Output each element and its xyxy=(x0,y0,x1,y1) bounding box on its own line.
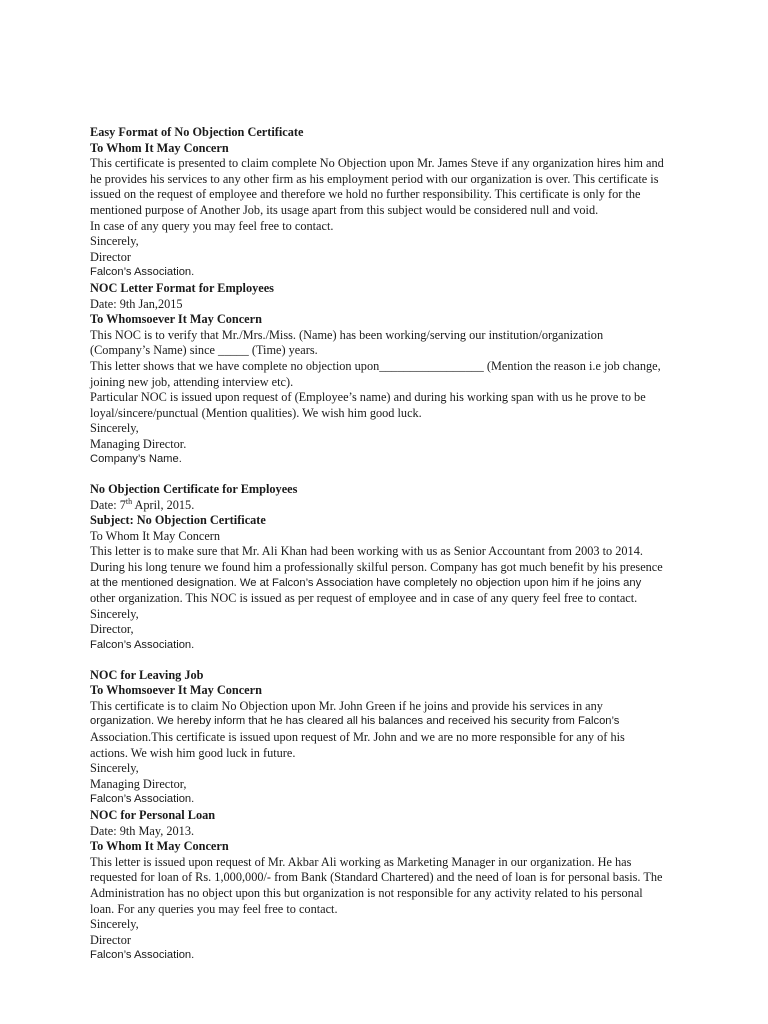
closing: Sincerely, xyxy=(90,917,139,932)
body-line: organization. We hereby inform that he has cleared all his balances and received his security from Falcon’s xyxy=(90,715,620,728)
salutation: To Whom It May Concern xyxy=(90,528,221,543)
signatory: Managing Director. xyxy=(90,436,187,451)
salutation: To Whomsoever It May Concern xyxy=(90,683,262,698)
body-line: This letter shows that we have complete no objection upon_________________ (Mention the reason i.e job change, xyxy=(90,358,661,373)
signatory: Managing Director, xyxy=(90,776,187,791)
body-line: Administration has no object upon this but organization is not responsible for any activity related to his personal xyxy=(90,885,643,900)
body-line: actions. We wish him good luck in future. xyxy=(90,745,296,760)
section-noc-personal-loan xyxy=(90,808,690,964)
body-line: at the mentioned designation. We at Falcon’s Association have completely no objection upon him if he joins any xyxy=(90,576,642,589)
body-line: This letter is issued upon request of Mr. Akbar Ali working as Marketing Manager in our organization. He has xyxy=(90,854,632,869)
closing: Sincerely, xyxy=(90,421,139,436)
body-line: joining new job, attending interview etc). xyxy=(90,374,294,389)
body-line: During his long tenure we found him a professionally skilful person. Company has got much benefit by his presence xyxy=(90,560,663,575)
body-line: This NOC is to verify that Mr./Mrs./Miss. (Name) has been working/serving our institution/organization xyxy=(90,327,604,342)
closing: Sincerely, xyxy=(90,234,139,249)
section-heading: NOC Letter Format for Employees xyxy=(90,280,274,295)
signatory: Director, xyxy=(90,622,134,637)
organization-name: Company’s Name. xyxy=(90,453,182,466)
document-page xyxy=(90,125,690,964)
organization-name: Falcon’s Association. xyxy=(90,639,195,651)
date-suffix: April, 2015. xyxy=(132,497,195,512)
body-line: (Company’s Name) since _____ (Time) years. xyxy=(90,343,318,358)
letter-date: Date: 9th Jan,2015 xyxy=(90,296,183,311)
section-heading: NOC for Leaving Job xyxy=(90,667,204,682)
section-noc-letter-format xyxy=(90,281,690,468)
section-heading: No Objection Certificate for Employees xyxy=(90,482,298,497)
salutation: To Whomsoever It May Concern xyxy=(90,312,262,327)
organization-name: Falcon’s Association. xyxy=(90,949,195,962)
closing: Sincerely, xyxy=(90,761,139,776)
section-noc-for-employees xyxy=(90,482,690,654)
salutation: To Whom It May Concern xyxy=(90,839,229,854)
signatory: Director xyxy=(90,932,131,947)
body-line: issued on the request of employee and therefore we hold no further responsibility. This certificate is only for the xyxy=(90,187,641,202)
date-superscript: th xyxy=(125,496,133,506)
section-heading: Easy Format of No Objection Certificate xyxy=(90,125,304,139)
organization-name: Falcon’s Association. xyxy=(90,793,195,806)
body-line: requested for loan of Rs. 1,000,000/- from Bank (Standard Chartered) and the need of loan is for personal basis. The xyxy=(90,870,663,885)
body-line: mentioned purpose of Another Job, its usage apart from this subject would be considered null and void. xyxy=(90,202,599,217)
body-line: loan. For any queries you may feel free to contact. xyxy=(90,901,338,916)
organization-name: Falcon’s Association. xyxy=(90,266,195,279)
body-line: he provides his services to any other firm as his employment period with our organization is over. This certificate is xyxy=(90,171,659,186)
signatory: Director xyxy=(90,249,131,264)
letter-date xyxy=(90,498,690,514)
body-line: In case of any query you may feel free to contact. xyxy=(90,218,334,233)
body-line: Particular NOC is issued upon request of (Employee’s name) and during his working span with us he prove to be xyxy=(90,390,646,405)
body-line: This certificate is to claim No Objection upon Mr. John Green if he joins and provide his services in any xyxy=(90,698,603,713)
letter-date: Date: 9th May, 2013. xyxy=(90,823,195,838)
body-line: This letter is to make sure that Mr. Ali Khan had been working with us as Senior Accountant from 2003 to 2014. xyxy=(90,544,643,559)
letter-subject: Subject: No Objection Certificate xyxy=(90,513,266,528)
section-heading: NOC for Personal Loan xyxy=(90,807,216,822)
body-line: Association.This certificate is issued upon request of Mr. John and we are no more responsible for any of his xyxy=(90,729,625,744)
body-line: This certificate is presented to claim complete No Objection upon Mr. James Steve if any organization hires him and xyxy=(90,156,664,171)
body-line: other organization. This NOC is issued as per request of employee and in case of any query feel free to contact. xyxy=(90,591,638,606)
section-easy-format-noc xyxy=(90,125,690,281)
closing: Sincerely, xyxy=(90,606,139,621)
body-line: loyal/sincere/punctual (Mention qualities). We wish him good luck. xyxy=(90,405,422,420)
section-noc-leaving-job xyxy=(90,668,690,808)
date-prefix: Date: 7 xyxy=(90,497,126,512)
salutation: To Whom It May Concern xyxy=(90,140,229,155)
